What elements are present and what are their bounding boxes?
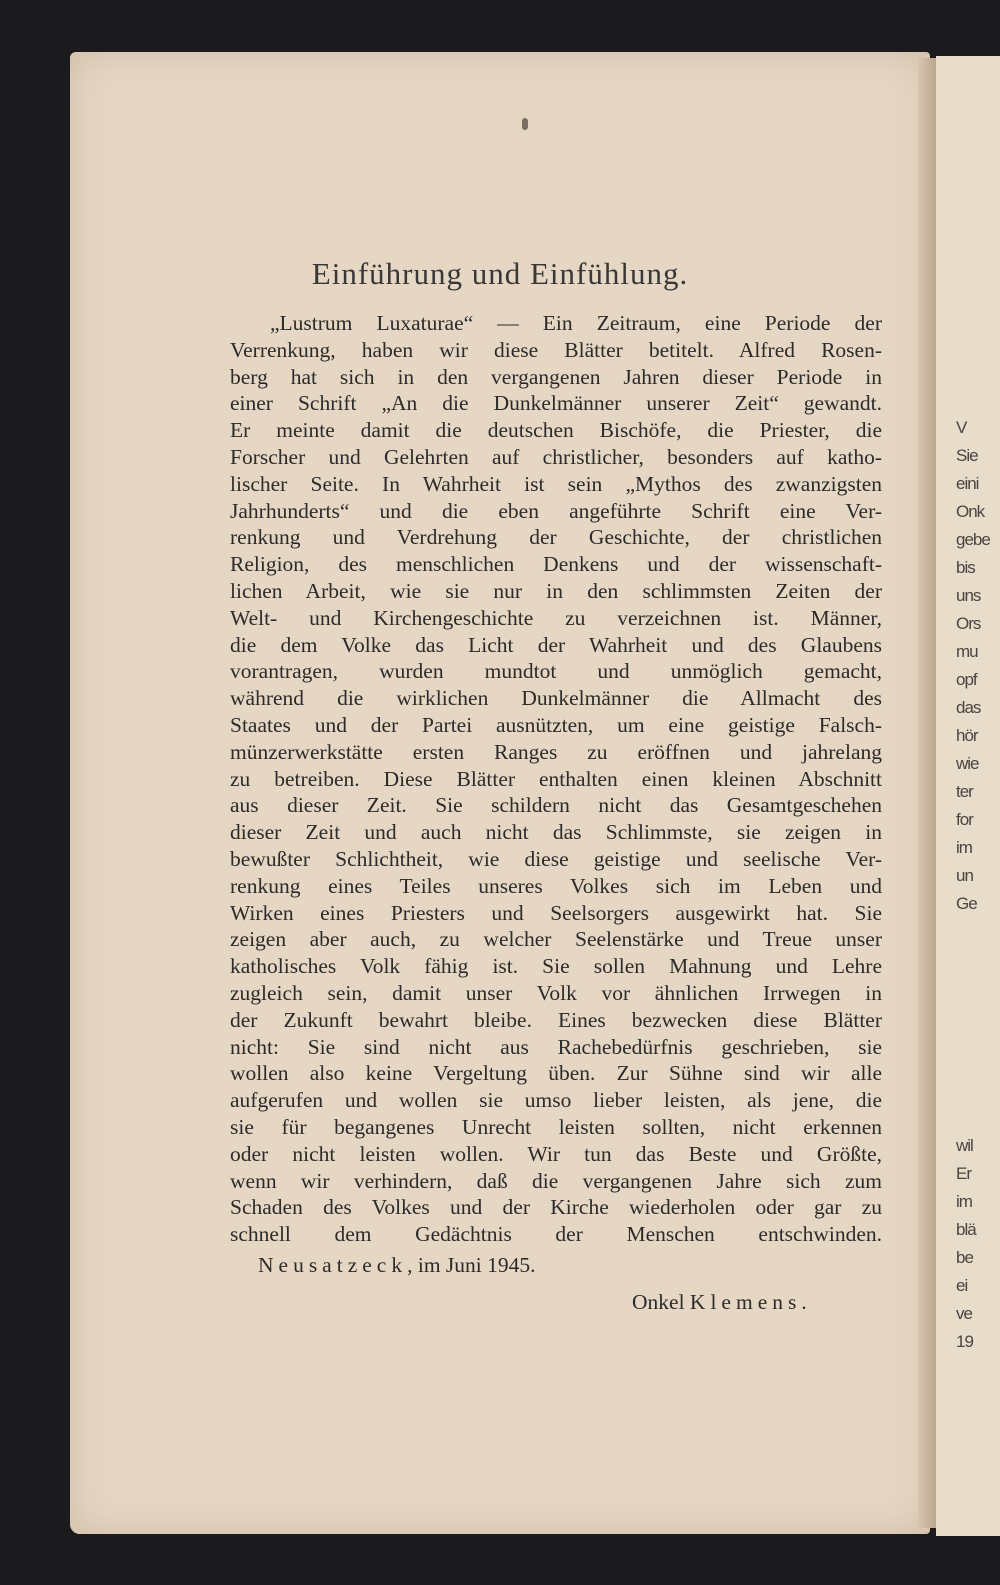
- facing-page-fragment: mu: [956, 642, 978, 661]
- text-line: Schaden des Volkes und der Kirche wiederholen oder gar zu: [230, 1195, 882, 1220]
- facing-page-fragment: Ge: [956, 894, 977, 913]
- facing-page-fragment: ei: [956, 1276, 968, 1295]
- facing-page-fragment: im: [956, 1192, 972, 1211]
- text-line: wollen also keine Vergeltung üben. Zur Sühne sind wir alle: [230, 1061, 882, 1086]
- facing-page-fragment: das: [956, 698, 981, 717]
- text-line: renkung und Verdrehung der Geschichte, der christlichen: [230, 525, 882, 550]
- facing-page-fragment: Er: [956, 1164, 971, 1183]
- text-line: nicht: Sie sind nicht aus Rachebedürfnis geschrieben, sie: [230, 1034, 882, 1059]
- text-line: aus dieser Zeit. Sie schildern nicht das Gesamtgeschehen: [230, 793, 882, 818]
- chapter-title: Einführung und Einfühlung.: [311, 256, 689, 291]
- facing-page-fragment: gebe: [956, 530, 990, 549]
- facing-page-fragment: ve: [956, 1304, 972, 1323]
- text-line: renkung eines Teiles unseres Volkes sich im Leben und: [230, 873, 882, 898]
- facing-page-fragment: Onk: [956, 502, 985, 521]
- text-line: dieser Zeit und auch nicht das Schlimmste, sie zeigen in: [230, 820, 882, 845]
- facing-page-fragment: im: [956, 838, 972, 857]
- facing-page-fragment: eini: [956, 474, 979, 493]
- text-line: zu betreiben. Diese Blätter enthalten einen kleinen Abschnitt: [230, 766, 882, 791]
- text-line: sie für begangenes Unrecht leisten sollten, nicht erkennen: [230, 1114, 882, 1139]
- facing-page-fragment: bis: [956, 558, 975, 577]
- text-line: münzerwerkstätte ersten Ranges zu eröffnen und jahrelang: [230, 739, 882, 764]
- text-line: schnell dem Gedächtnis der Menschen entschwinden.: [230, 1222, 882, 1247]
- signature: [632, 1290, 812, 1315]
- text-line: vorantragen, wurden mundtot und unmöglich gemacht,: [230, 659, 882, 684]
- text-line: berg hat sich in den vergangenen Jahren dieser Periode in: [230, 364, 882, 389]
- text-line: während die wirklichen Dunkelmänner die Allmacht des: [230, 686, 882, 711]
- date-text: , im Juni 1945.: [407, 1253, 536, 1277]
- facing-page-fragment: wil: [956, 1136, 973, 1155]
- text-line: zugleich sein, damit unser Volk vor ähnlichen Irrwegen in: [230, 980, 882, 1005]
- facing-page-fragment: blä: [956, 1220, 976, 1239]
- text-line: der Zukunft bewahrt bleibe. Eines bezwecken diese Blätter: [230, 1007, 882, 1032]
- text-line: katholisches Volk fähig ist. Sie sollen Mahnung und Lehre: [230, 954, 882, 979]
- text-line: Staates und der Partei ausnützten, um eine geistige Falsch-: [230, 712, 882, 737]
- text-line: Forscher und Gelehrten auf christlicher, besonders auf katho-: [230, 444, 882, 469]
- facing-page-fragment: un: [956, 866, 973, 885]
- text-line: lischer Seite. In Wahrheit ist sein „Mythos des zwanzigsten: [230, 471, 882, 496]
- text-line: lichen Arbeit, wie sie nur in den schlimmsten Zeiten der: [230, 578, 882, 603]
- place-date: [258, 1253, 536, 1278]
- body-paragraph: [230, 310, 882, 1248]
- text-line: „Lustrum Luxaturae“ — Ein Zeitraum, eine Periode der: [270, 311, 882, 335]
- text-line: Verrenkung, haben wir diese Blätter betitelt. Alfred Rosen-: [230, 337, 882, 362]
- ink-spot: [522, 118, 528, 130]
- facing-page-fragment: ter: [956, 782, 973, 801]
- facing-page-fragment: Ors: [956, 614, 981, 633]
- signature-name: Klemens.: [689, 1290, 812, 1314]
- facing-page-fragment: hör: [956, 726, 978, 745]
- facing-page-fragment: Sie: [956, 446, 978, 465]
- facing-page-fragment: opf: [956, 670, 977, 689]
- text-line: Welt- und Kirchengeschichte zu verzeichnen ist. Männer,: [230, 605, 882, 630]
- text-line: die dem Volke das Licht der Wahrheit und des Glaubens: [230, 632, 882, 657]
- text-line: Jahrhunderts“ und die eben angeführte Schrift eine Ver-: [230, 498, 882, 523]
- facing-page-fragment: wie: [956, 754, 979, 773]
- signature-first: Onkel: [632, 1290, 685, 1314]
- place-name: Neusatzeck: [258, 1253, 408, 1277]
- text-line: aufgerufen und wollen sie umso lieber leisten, als jene, die: [230, 1088, 882, 1113]
- text-line: oder nicht leisten wollen. Wir tun das Beste und Größte,: [230, 1141, 882, 1166]
- facing-page-fragment: be: [956, 1248, 973, 1267]
- facing-page-fragment: 19: [956, 1332, 973, 1351]
- facing-page-fragment: V: [956, 418, 967, 437]
- text-line: einer Schrift „An die Dunkelmänner unserer Zeit“ gewandt.: [230, 391, 882, 416]
- text-line: Er meinte damit die deutschen Bischöfe, die Priester, die: [230, 418, 882, 443]
- text-line: wenn wir verhindern, daß die vergangenen Jahre sich zum: [230, 1168, 882, 1193]
- text-line: Religion, des menschlichen Denkens und der wissenschaft-: [230, 552, 882, 577]
- facing-page-fragment: uns: [956, 586, 981, 605]
- text-line: Wirken eines Priesters und Seelsorgers ausgewirkt hat. Sie: [230, 900, 882, 925]
- facing-page-fragment: for: [956, 810, 973, 829]
- text-line: bewußter Schlichtheit, wie diese geistige und seelische Ver-: [230, 846, 882, 871]
- text-line: zeigen aber auch, zu welcher Seelenstärke und Treue unser: [230, 927, 882, 952]
